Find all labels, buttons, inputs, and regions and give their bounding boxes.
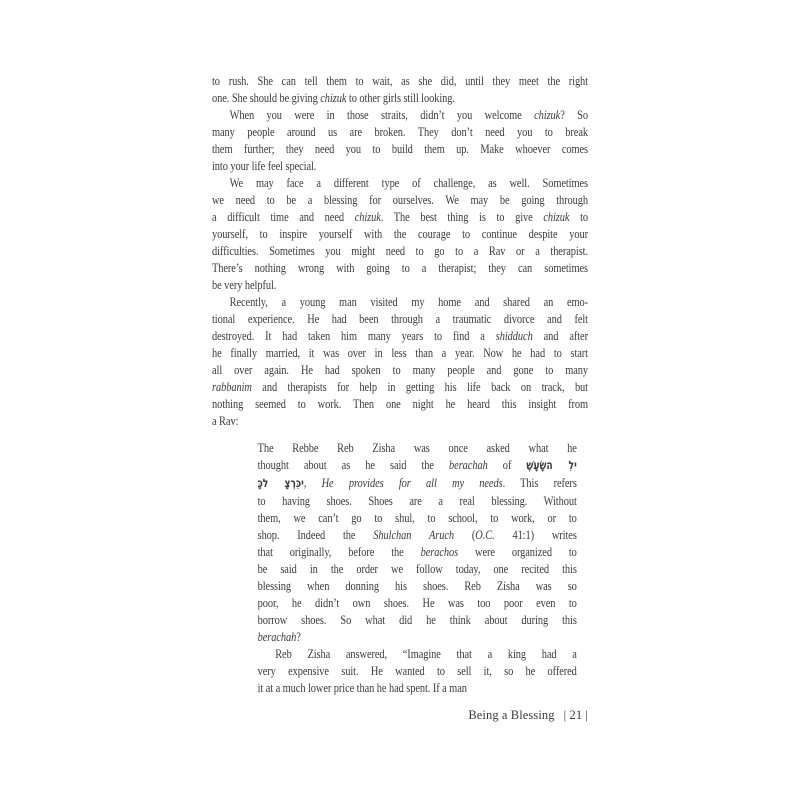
text-line xyxy=(212,157,588,174)
text-line xyxy=(212,412,588,429)
body-paragraph xyxy=(212,174,588,293)
text-segment: blessing when donning his shoes. Reb Zisha was so xyxy=(257,578,577,593)
text-segment: to xyxy=(569,209,588,224)
text-line xyxy=(212,378,588,395)
text-segment: into your life feel special. xyxy=(212,158,317,173)
text-segment: . The best thing is to give xyxy=(380,209,544,224)
text-line xyxy=(212,293,588,310)
text-segment: Recently, a young man visited my home and shared an emo- xyxy=(229,294,588,309)
text-segment: very expensive suit. He wanted to sell it, so he offered xyxy=(257,663,577,678)
text-segment: it at a much lower price than he had spent. If a man xyxy=(257,680,467,695)
text-segment: to having shoes. Shoes are a real blessing. Without xyxy=(257,493,577,508)
body-paragraph xyxy=(212,293,588,429)
text-line xyxy=(212,327,588,344)
text-line xyxy=(212,361,588,378)
hebrew-text: שֶׁעָשָׂה לִי xyxy=(526,458,577,472)
text-line xyxy=(212,395,588,412)
text-line xyxy=(258,594,577,611)
text-line xyxy=(212,225,588,242)
text-segment: a Rav: xyxy=(212,413,239,428)
text-segment: to rush. She can tell them to wait, as she did, until they meet the right xyxy=(212,73,588,88)
italic-term: chizuk xyxy=(320,90,347,105)
text-line xyxy=(212,344,588,361)
text-segment: and therapists for help in getting his life back on track, but xyxy=(251,379,588,394)
text-line xyxy=(258,543,577,560)
italic-term: chizuk xyxy=(543,209,570,224)
quote-paragraph xyxy=(258,645,577,696)
italic-term: berachos xyxy=(420,544,459,559)
text-segment: There’s nothing wrong with going to a therapist; they can sometimes xyxy=(212,260,588,275)
text-segment: them, we can’t go to shul, to school, to work, or to xyxy=(257,510,577,525)
text-line xyxy=(212,191,588,208)
text-line xyxy=(258,526,577,543)
text-segment: and after xyxy=(532,328,588,343)
italic-term: Shulchan Aruch xyxy=(373,527,455,542)
text-line xyxy=(212,242,588,259)
text-segment: a difficult time and need xyxy=(212,209,355,224)
text-segment: Reb Zisha answered, “Imagine that a king had a xyxy=(275,646,577,661)
text-segment: many people around us are broken. They don’t need you to break xyxy=(212,124,588,139)
text-segment: them further; they need you to build them up. Make whoever comes xyxy=(212,141,588,156)
text-segment: be very helpful. xyxy=(212,277,277,292)
text-segment: yourself, to inspire yourself with the courage to continue despite your xyxy=(212,226,588,241)
quote-paragraph xyxy=(258,439,577,645)
text-segment: borrow shoes. So what did he think about during this xyxy=(257,612,577,627)
hebrew-text: כָּל צָרְכִּי xyxy=(257,476,304,490)
text-segment: were organized to xyxy=(458,544,577,559)
text-line xyxy=(212,276,588,293)
text-line xyxy=(212,310,588,327)
text-segment: all over again. He had spoken to many people and gone to many xyxy=(212,362,588,377)
text-line xyxy=(258,679,577,696)
text-line xyxy=(212,174,588,191)
page-footer xyxy=(212,708,588,723)
text-segment: nothing seemed to work. Then one night he heard this insight from xyxy=(212,396,588,411)
text-segment: shop. Indeed the xyxy=(257,527,374,542)
text-line xyxy=(258,439,577,456)
italic-term: O.C. xyxy=(475,527,495,542)
text-segment: we need to be a blessing for ourselves. We may be going through xyxy=(212,192,588,207)
text-segment: thought about as he said the xyxy=(257,457,450,472)
text-segment: be said in the order we follow today, one recited this xyxy=(257,561,577,576)
text-segment: 41:1) writes xyxy=(494,527,577,542)
text-segment: ? xyxy=(296,629,301,644)
text-segment: ( xyxy=(454,527,476,542)
text-line xyxy=(258,611,577,628)
text-segment: destroyed. It had taken him many years to find a xyxy=(212,328,496,343)
text-segment: one. She should be giving xyxy=(212,90,321,105)
italic-term: berachah xyxy=(449,457,488,472)
text-segment: to other girls still looking. xyxy=(346,90,455,105)
text-segment: We may face a different type of challenge, as well. Sometimes xyxy=(229,175,588,190)
text-line xyxy=(212,72,588,89)
text-line xyxy=(212,140,588,157)
italic-term: He provides for all my needs xyxy=(321,475,503,490)
text-segment: The Rebbe Reb Zisha was once asked what he xyxy=(257,440,577,455)
text-segment: When you were in those straits, didn’t you welcome xyxy=(229,107,535,122)
text-line xyxy=(212,208,588,225)
italic-term: shidduch xyxy=(495,328,533,343)
text-line xyxy=(258,474,577,492)
text-segment: poor, he didn’t own shoes. He was too poor even to xyxy=(257,595,577,610)
text-segment: that originally, before the xyxy=(257,544,421,559)
text-segment: tional experience. He had been through a traumatic divorce and felt xyxy=(212,311,588,326)
footer-page-number: | 21 | xyxy=(563,708,588,722)
text-segment: difficulties. Sometimes you might need to go to a Rav or a therapist. xyxy=(212,243,588,258)
text-segment: , xyxy=(303,475,322,490)
text-segment: ? So xyxy=(560,107,588,122)
text-line xyxy=(258,560,577,577)
text-segment: of xyxy=(487,457,527,472)
text-column xyxy=(212,72,588,696)
text-line xyxy=(258,662,577,679)
text-line xyxy=(212,123,588,140)
text-segment: he finally married, it was over in less than a year. Now he had to start xyxy=(212,345,588,360)
text-line xyxy=(258,509,577,526)
text-line xyxy=(212,89,588,106)
text-line xyxy=(258,456,577,474)
text-line xyxy=(212,106,588,123)
text-segment: . This refers xyxy=(502,475,577,490)
body-paragraph xyxy=(212,106,588,174)
text-line xyxy=(258,645,577,662)
footer-book-title: Being a Blessing xyxy=(468,708,555,722)
italic-term: chizuk xyxy=(534,107,561,122)
italic-term: chizuk xyxy=(354,209,381,224)
italic-term: berachah xyxy=(257,629,297,644)
text-line xyxy=(258,577,577,594)
body-paragraph xyxy=(212,72,588,106)
italic-term: rabbanim xyxy=(212,379,252,394)
text-line xyxy=(258,628,577,645)
text-line xyxy=(258,492,577,509)
text-line xyxy=(212,259,588,276)
